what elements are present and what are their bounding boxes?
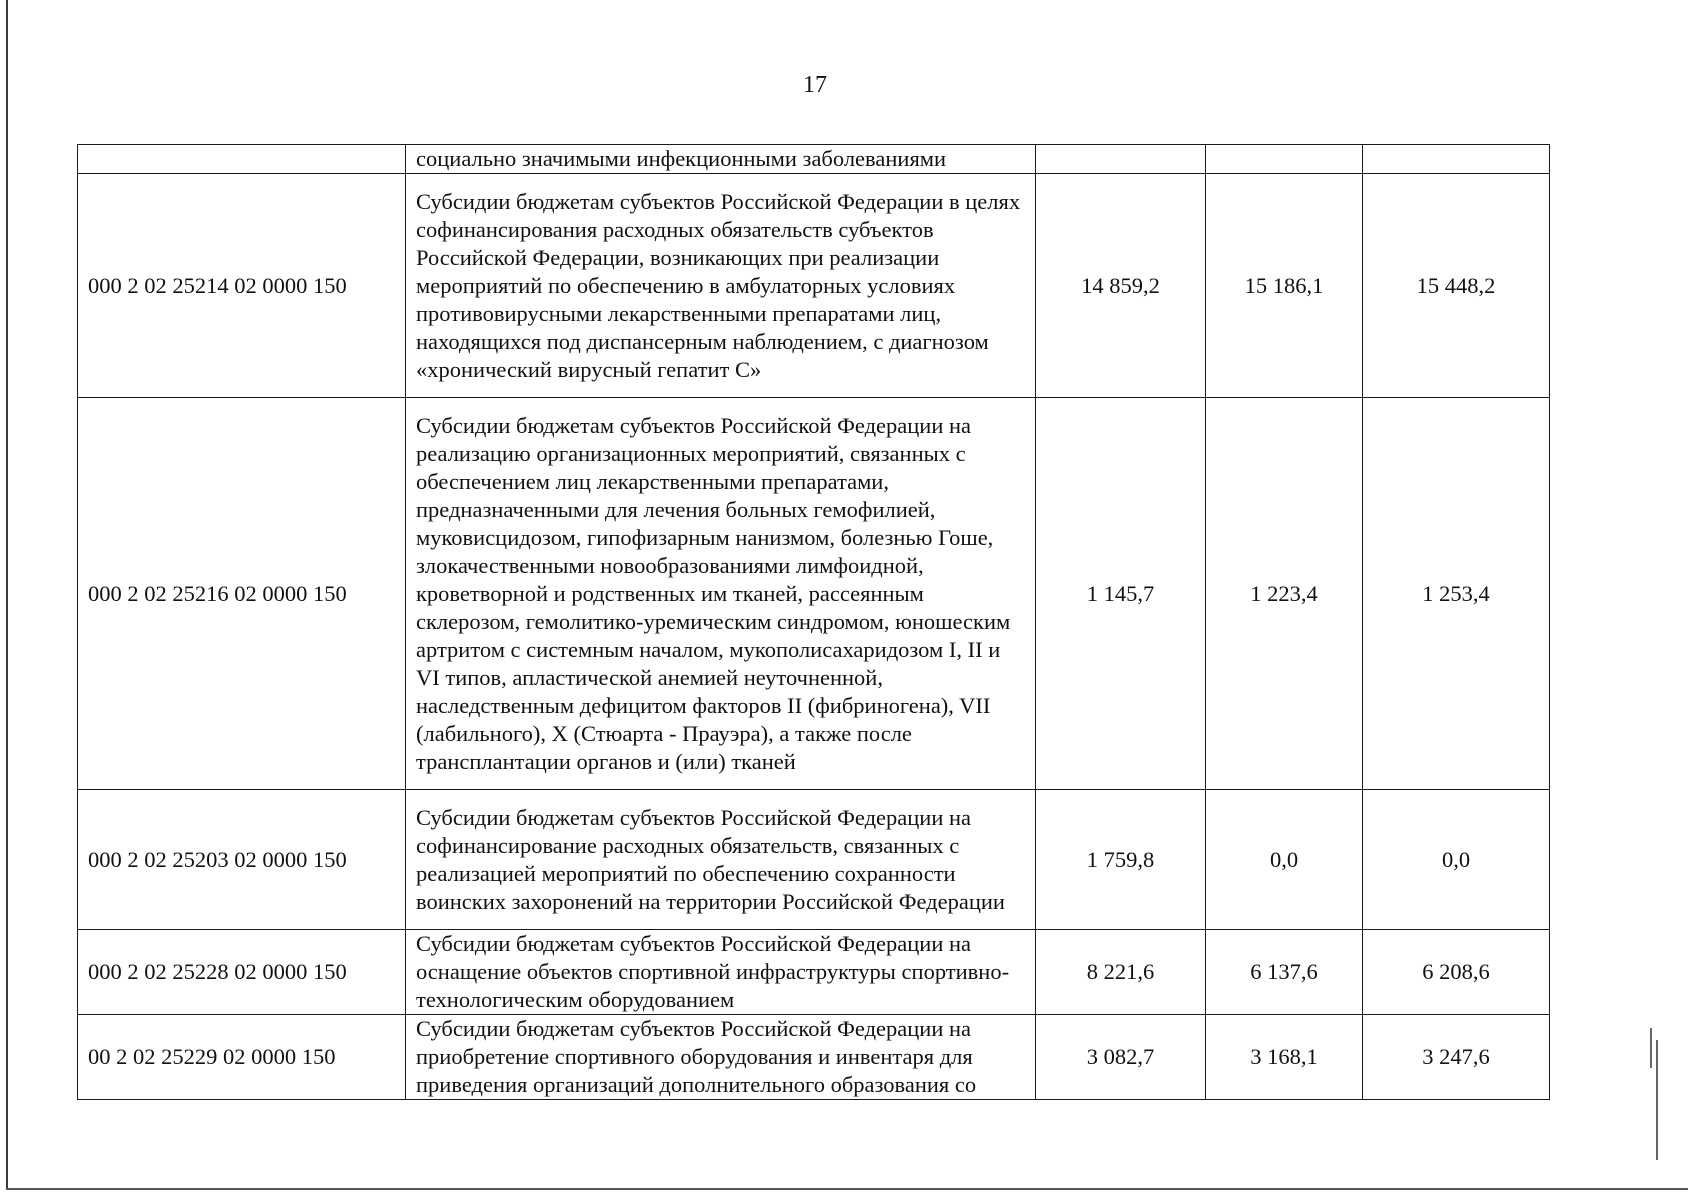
table-row — [78, 930, 1550, 1015]
row-value-1: 1 145,7 — [1036, 398, 1206, 790]
row-name: Субсидии бюджетам субъектов Российской Федерации в целях софинансирования расходных обязательств субъектов Российской Федерации, возникающих при реализации мероприятий по обеспечению в амбулаторных условиях противовирусными лекарственными препаратами лиц, находящихся под диспансерным наблюдением, с диагнозом «хронический вирусный гепатит С» — [406, 174, 1036, 398]
row-value-2: 15 186,1 — [1206, 174, 1363, 398]
row-value-1: 3 082,7 — [1036, 1015, 1206, 1100]
row-name: Субсидии бюджетам субъектов Российской Федерации на оснащение объектов спортивной инфраструктуры спортивно-технологическим оборудованием — [406, 930, 1036, 1015]
row-code: 000 2 02 25228 02 0000 150 — [78, 930, 406, 1015]
row-value-3: 6 208,6 — [1363, 930, 1550, 1015]
row-code: 000 2 02 25216 02 0000 150 — [78, 398, 406, 790]
page-number: 17 — [803, 72, 827, 98]
table-row — [78, 398, 1550, 790]
table-row — [78, 790, 1550, 930]
scan-mark — [1656, 1040, 1658, 1160]
row-value-2: 3 168,1 — [1206, 1015, 1363, 1100]
row-value-2: 0,0 — [1206, 790, 1363, 930]
row-value-1: 14 859,2 — [1036, 174, 1206, 398]
row-value-3 — [1363, 145, 1550, 174]
row-value-2: 1 223,4 — [1206, 398, 1363, 790]
row-code: 00 2 02 25229 02 0000 150 — [78, 1015, 406, 1100]
row-value-3: 3 247,6 — [1363, 1015, 1550, 1100]
row-value-1: 1 759,8 — [1036, 790, 1206, 930]
table-row — [78, 174, 1550, 398]
row-code: 000 2 02 25214 02 0000 150 — [78, 174, 406, 398]
row-name: Субсидии бюджетам субъектов Российской Федерации на софинансирование расходных обязательств, связанных с реализацией мероприятий по обеспечению сохранности воинских захоронений на территории Российской Федерации — [406, 790, 1036, 930]
row-code: 000 2 02 25203 02 0000 150 — [78, 790, 406, 930]
row-name: Субсидии бюджетам субъектов Российской Федерации на реализацию организационных мероприятий, связанных с обеспечением лиц лекарственными препаратами, предназначенными для лечения больных гемофилией, муковисцидозом, гипофизарным нанизмом, болезнью Гоше, злокачественными новообразованиями лимфоидной, кроветворной и родственных им тканей, рассеянным склерозом, гемолитико-уремическим синдромом, юношеским артритом с системным началом, мукополисахаридозом I, II и VI типов, апластической анемией неуточненной, наследственным дефицитом факторов II (фибриногена), VII (лабильного), X (Стюарта - Прауэра), а также после трансплантации органов и (или) тканей — [406, 398, 1036, 790]
row-name: Субсидии бюджетам субъектов Российской Федерации на приобретение спортивного оборудования и инвентаря для приведения организаций дополнительного образования со — [406, 1015, 1036, 1100]
row-value-1: 8 221,6 — [1036, 930, 1206, 1015]
page-bottom-edge — [6, 1188, 1688, 1190]
row-code — [78, 145, 406, 174]
row-value-3: 15 448,2 — [1363, 174, 1550, 398]
row-value-3: 0,0 — [1363, 790, 1550, 930]
row-value-3: 1 253,4 — [1363, 398, 1550, 790]
scan-mark — [1650, 1028, 1652, 1068]
table-row — [78, 145, 1550, 174]
page-left-edge — [6, 0, 8, 1190]
row-value-2: 6 137,6 — [1206, 930, 1363, 1015]
row-name: социально значимыми инфекционными заболеваниями — [406, 145, 1036, 174]
budget-table — [77, 144, 1550, 1100]
table-row — [78, 1015, 1550, 1100]
row-value-2 — [1206, 145, 1363, 174]
row-value-1 — [1036, 145, 1206, 174]
